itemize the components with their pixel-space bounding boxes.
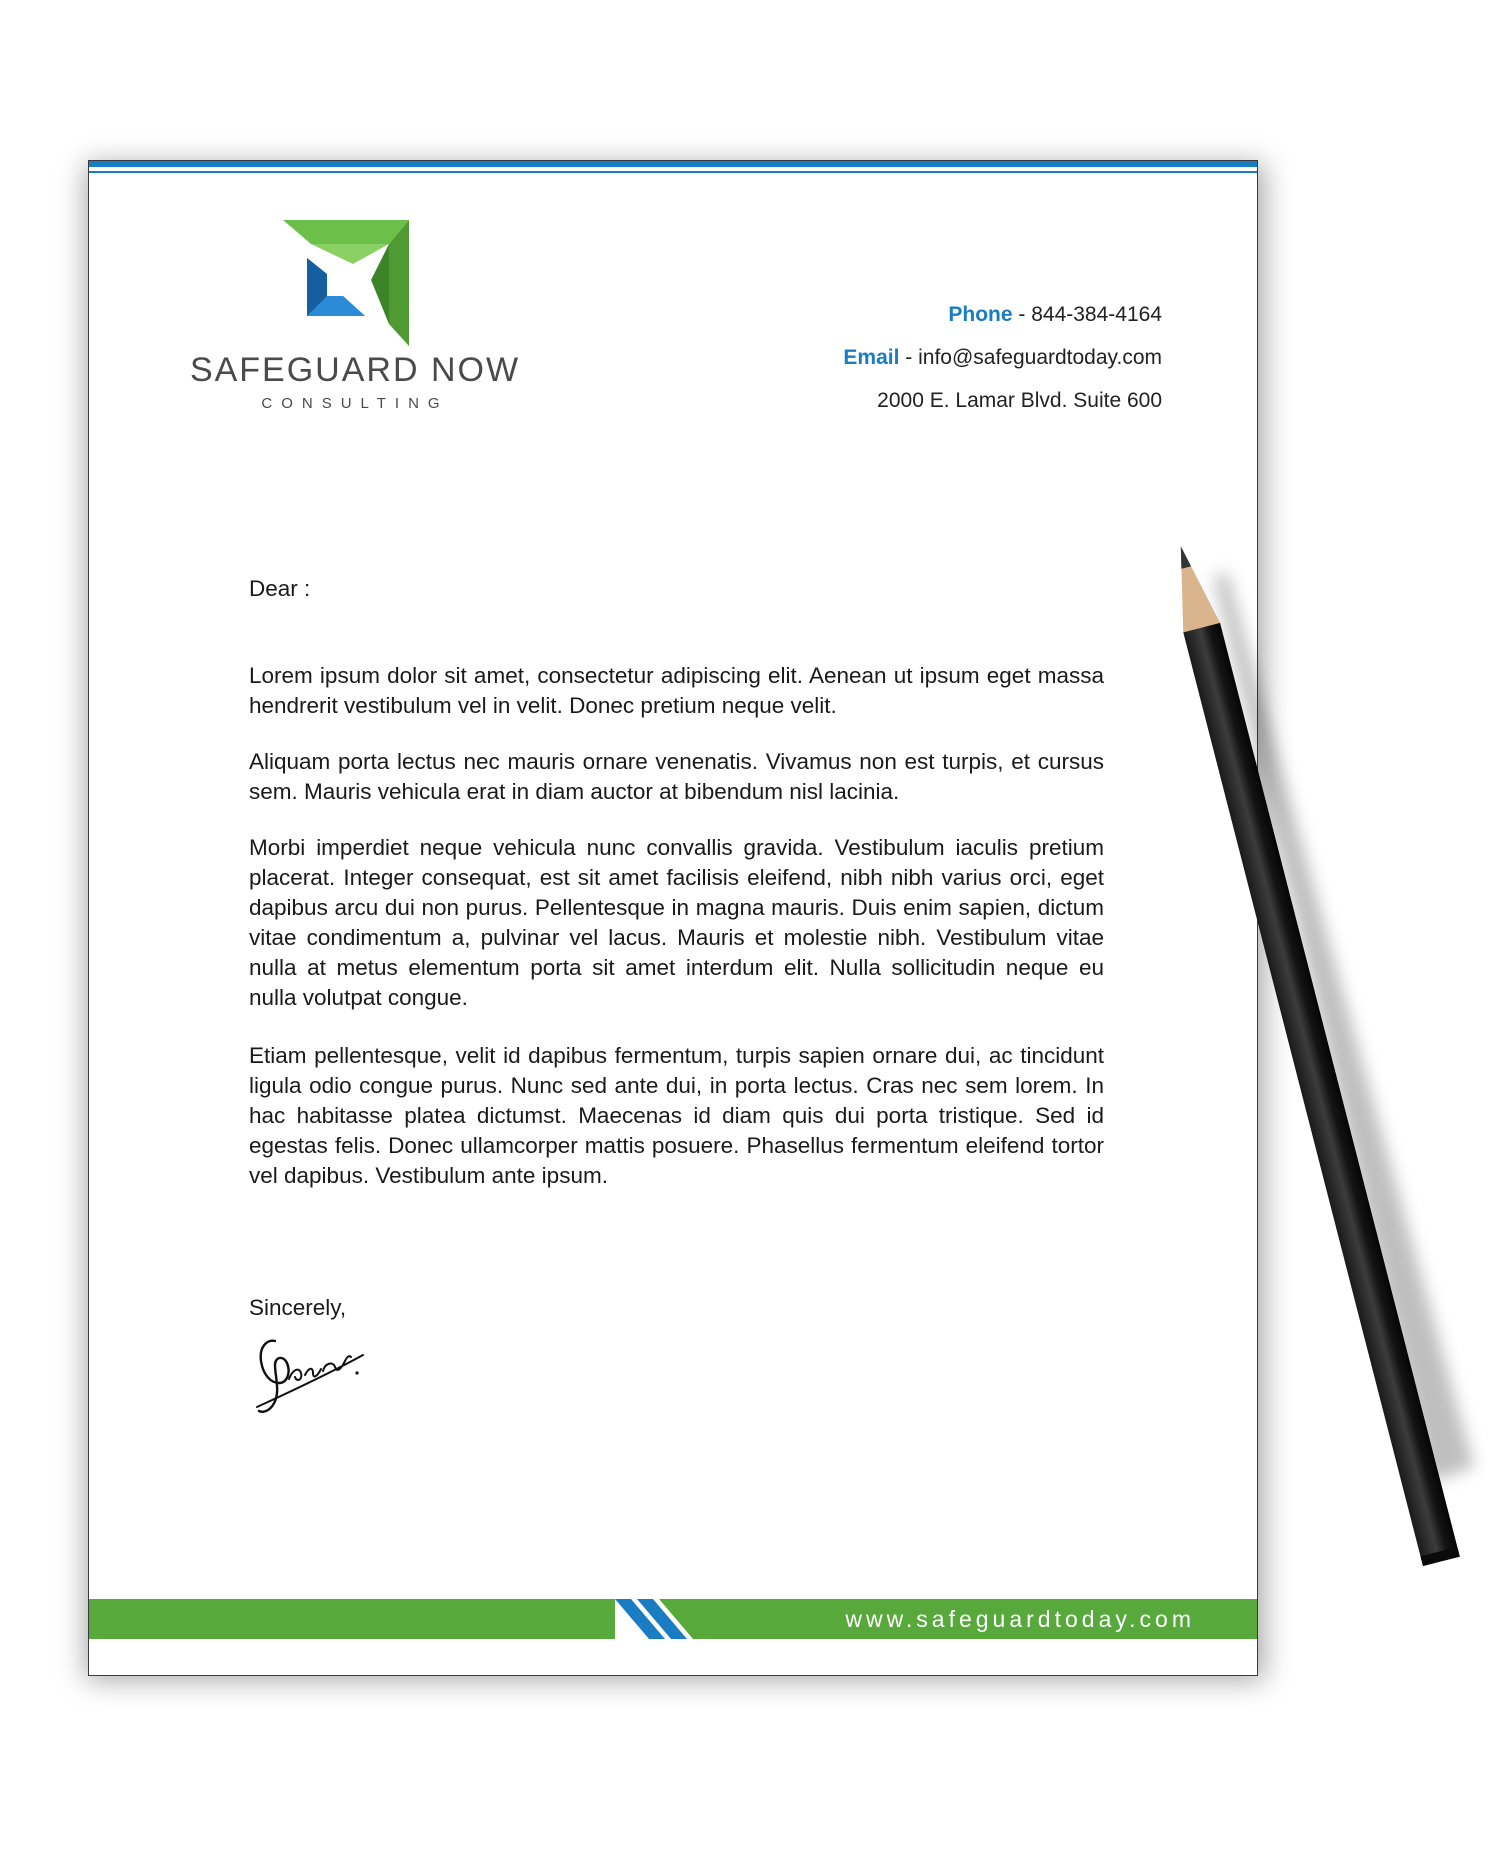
letter-paragraph: Morbi imperdiet neque vehicula nunc convallis gravida. Vestibulum iaculis pretium placerat. Integer consequat, est sit amet facilisis eleifend, nibh nibh varius orci, eget dapibus arcu dui non purus. Pellentesque in magna mauris. Duis enim sapien, dictum vitae condimentum a, pulvinar vel lacus. Mauris et molestie nibh. Vestibulum vitae nulla at metus elementum porta sit amet interdum elit. Nulla sollicitudin neque eu nulla volutpat congue. [249,835,1104,1010]
email-label: Email [843,346,900,369]
top-rule-thick [89,161,1257,167]
letter-paragraph: Etiam pellentesque, velit id dapibus fermentum, turpis sapien ornare dui, ac tincidunt ligula odio congue purus. Nunc sed ante dui, in porta lectus. Cras nec sem lorem. In hac habitasse platea dictumst. Maecenas id diam quis dui porta tristique. Sed id egestas felis. Donec ullamcorper mattis posuere. Phasellus fermentum eleifend tortor vel dapibus. Vestibulum ante ipsum. [249,1043,1104,1188]
letter-closing: Sincerely, [249,1295,347,1320]
letter-salutation: Dear : [249,576,311,601]
contact-address: 2000 E. Lamar Blvd. Suite 600 [877,389,1162,412]
brand-tagline: CONSULTING [261,395,449,412]
letter-paragraph: Lorem ipsum dolor sit amet, consectetur adipiscing elit. Aenean ut ipsum eget massa hendrerit vestibulum vel in velit. Donec pretium neque velit. [249,663,1104,718]
signature-icon [253,1333,373,1415]
contact-email [843,346,1162,370]
footer-website-link[interactable]: www.safeguardtoday.com [845,1606,1195,1632]
phone-value[interactable]: - 844-384-4164 [1018,303,1162,326]
letterhead-sheet [88,160,1258,1676]
footer-stripes-icon [615,1599,715,1639]
brand-name: SAFEGUARD NOW [189,351,521,389]
letter-paragraph: Aliquam porta lectus nec mauris ornare venenatis. Vivamus non est turpis, et cursus sem. Mauris vehicula erat in diam auctor at bibendum nisl lacinia. [249,749,1104,804]
top-rule-thin [89,171,1257,173]
email-value[interactable]: - info@safeguardtoday.com [905,346,1162,369]
phone-label: Phone [948,303,1013,326]
contact-phone [948,303,1162,327]
logo-mark-icon [283,220,409,346]
